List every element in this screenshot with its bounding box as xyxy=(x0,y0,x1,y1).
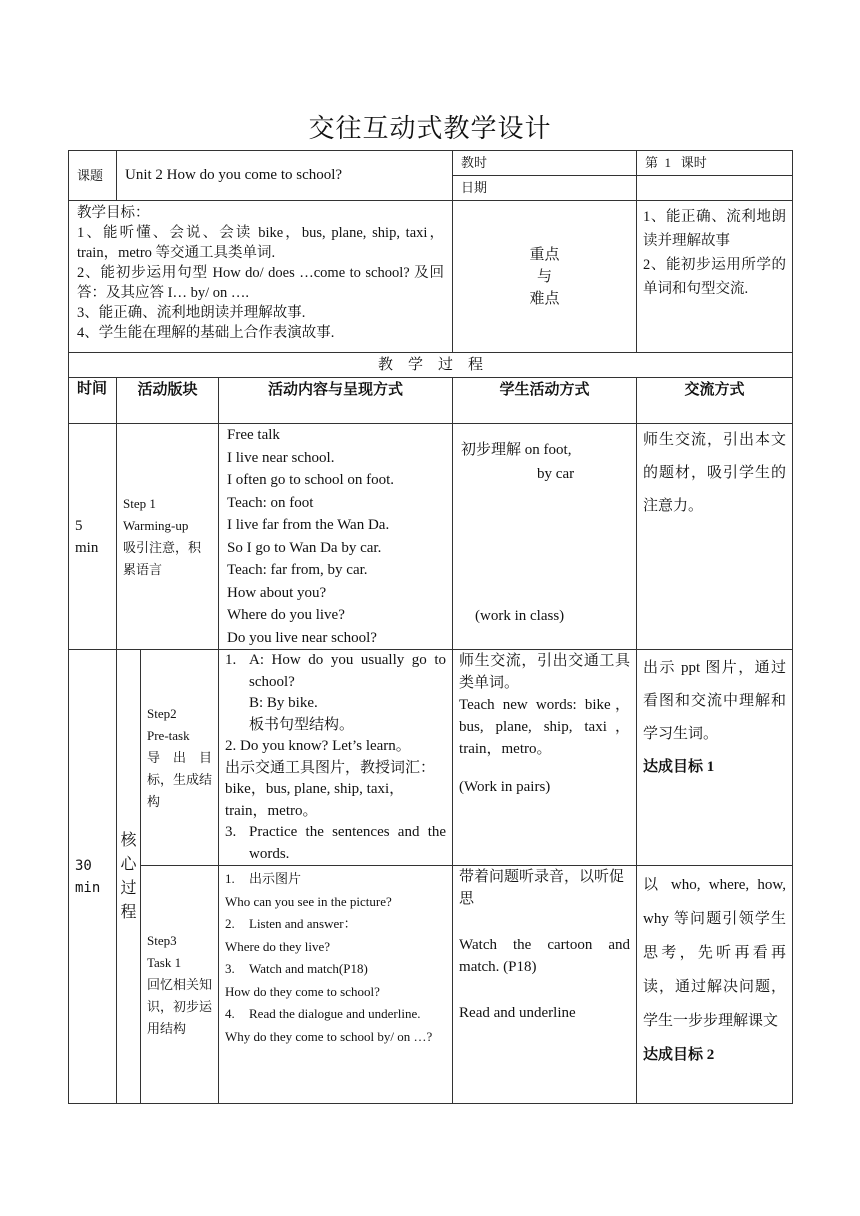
key-point-2: 2、能初步运用所学的单词和句型交流. xyxy=(643,257,787,297)
col-time: 时间 xyxy=(69,378,117,424)
objectives-cell xyxy=(69,201,453,353)
col-student: 学生活动方式 xyxy=(453,378,637,424)
topic-value: Unit 2 How do you come to school? xyxy=(117,151,453,201)
row2-block xyxy=(141,650,219,866)
core-label-char: 程 xyxy=(120,903,137,921)
row1-step: Step 1 xyxy=(123,495,156,511)
objective-2: 2、能初步运用句型 How do/ does …come to school? 及回答：及其应答 I… by/ on …. xyxy=(77,265,445,301)
content-item: Practice the sentences and the words. xyxy=(249,824,447,862)
content-line: Do you live near school? xyxy=(227,629,377,646)
core-label-char: 心 xyxy=(120,855,137,873)
content-line: I live far from the Wan Da. xyxy=(227,517,390,533)
row3-exchange-text: 以 who, where, how, why 等问题引领学生思考，先听再看再读，通过解决问题，学生一步步理解课文 xyxy=(643,877,787,1029)
key-label-1: 重点 xyxy=(529,246,560,263)
core-process-label xyxy=(117,650,141,1104)
row1-exchange: 师生交流，引出本文的题材，吸引学生的注意力。 xyxy=(637,424,793,650)
content-item: 出示交通工具图片，教授词汇：bike，bus, plane, ship, taxi，train，metro。 xyxy=(225,759,436,819)
row1-time-value: 5 xyxy=(75,517,83,534)
row3-block xyxy=(141,866,219,1104)
content-item: How do they come to school? xyxy=(225,983,380,999)
content-line: Where do you live? xyxy=(227,607,345,623)
row2-step: Step2 xyxy=(147,705,177,721)
content-item: Watch and match(P18) xyxy=(249,961,368,976)
key-label-3: 难点 xyxy=(529,290,560,307)
objective-1: 1、能听懂、会说、会读 bike，bus, plane, ship, taxi，train，metro 等交通工具类单词. xyxy=(77,225,445,261)
row3-student xyxy=(453,866,637,1104)
row1-time xyxy=(69,424,117,650)
content-line: How about you? xyxy=(227,584,327,601)
page-title: 交往互动式教学设计 xyxy=(308,114,552,144)
content-line: I live near school. xyxy=(227,449,335,466)
row3-student-line: Watch the cartoon and match. (P18) xyxy=(459,937,631,975)
content-item: Who can you see in the picture? xyxy=(225,893,392,909)
row2-step-goal: 导 出 目 标，生成结构 xyxy=(147,749,213,809)
row2-student-mode: (Work in pairs) xyxy=(459,779,551,795)
key-points-label xyxy=(453,201,637,353)
row3-step-goal: 回忆相关知识，初步运用结构 xyxy=(147,976,213,1036)
row2-time xyxy=(69,650,117,1104)
row1-student xyxy=(453,424,637,650)
content-item: 板书句型结构。 xyxy=(249,716,355,733)
row2-exchange-text: 出示 ppt 图片，通过看图和交流中理解和学习生词。 xyxy=(643,660,787,742)
date-value xyxy=(637,176,793,201)
content-line: So I go to Wan Da by car. xyxy=(227,539,382,556)
row2-goal: 达成目标 1 xyxy=(643,759,715,775)
key-points-text xyxy=(637,201,793,353)
content-item: Listen and answer： xyxy=(249,916,357,931)
row1-step-goal: 吸引注意，积累语言 xyxy=(123,539,202,577)
objectives-heading: 教学目标： xyxy=(77,205,150,221)
content-line: Teach: far from, by car. xyxy=(227,562,368,578)
row2-time-value: 30 xyxy=(75,857,92,874)
row1-student-line: 初步理解 on foot, xyxy=(461,442,572,458)
row2-time-unit: min xyxy=(75,879,101,896)
row2-student-line: 师生交流，引出交通工具类单词。 xyxy=(459,653,631,691)
content-line: Teach: on foot xyxy=(227,494,314,511)
content-item: Read the dialogue and underline. xyxy=(249,1006,421,1021)
date-label: 日期 xyxy=(453,176,637,201)
row1-student-line: by car xyxy=(537,466,575,482)
row2-student xyxy=(453,650,637,866)
key-label-2: 与 xyxy=(537,268,553,285)
col-block: 活动版块 xyxy=(117,378,219,424)
row1-block xyxy=(117,424,219,650)
row3-student-line: Read and underline xyxy=(459,1005,576,1021)
row3-step: Step3 xyxy=(147,932,177,948)
row1-time-unit: min xyxy=(75,539,99,556)
topic-label: 课题 xyxy=(69,151,117,201)
content-line: Free talk xyxy=(227,427,280,443)
key-point-1: 1、能正确、流利地朗读并理解故事 xyxy=(643,209,787,249)
row2-exchange xyxy=(637,650,793,866)
row1-step-name: Warming-up xyxy=(123,517,189,533)
col-exchange: 交流方式 xyxy=(637,378,793,424)
period-value: 第 1 课时 xyxy=(637,151,793,176)
row3-step-name: Task 1 xyxy=(147,954,182,970)
lesson-plan-table xyxy=(68,150,793,1104)
row3-exchange xyxy=(637,866,793,1104)
core-label-char: 核 xyxy=(120,831,137,849)
core-label-char: 过 xyxy=(120,879,137,897)
row2-content: 1. A: How do you usually go to school? B: By bike. 板书句型结构。 2. Do you know? Let’s learn。 出示交通工具图片，教授词汇：bike，bus, plane, ship, taxi，train，metro。 3. Practice the sentences and the words. xyxy=(219,650,453,866)
row1-student-mode: (work in class) xyxy=(475,608,565,624)
content-item: Where do they live? xyxy=(225,938,331,954)
row3-content: 1. 出示图片 Who can you see in the picture? 2. Listen and answer： Where do they live? 3. Watch and match(P18) How do they come to school? 4. Read the dialogue and underline. Why do they come to school by/ on …? xyxy=(219,866,453,1104)
objective-3: 3、能正确、流利地朗读并理解故事. xyxy=(77,305,306,321)
process-label: 教 学 过 程 xyxy=(69,353,793,378)
content-item: Why do they come to school by/ on …? xyxy=(225,1028,433,1044)
content-item: A: How do you usually go to school? xyxy=(249,652,447,690)
row2-student-line: Teach new words: bike，bus, plane, ship, taxi，train，metro。 xyxy=(459,697,631,757)
row2-step-name: Pre-task xyxy=(147,727,190,743)
period-label: 教时 xyxy=(453,151,637,176)
col-content: 活动内容与呈现方式 xyxy=(219,378,453,424)
objective-4: 4、学生能在理解的基础上合作表演故事. xyxy=(77,325,335,341)
row3-goal: 达成目标 2 xyxy=(643,1047,715,1063)
content-line: I often go to school on foot. xyxy=(227,472,395,488)
content-item: 出示图片 xyxy=(249,871,302,886)
row1-content xyxy=(219,424,453,650)
content-item: 2. Do you know? Let’s learn。 xyxy=(225,738,411,754)
row3-student-line: 带着问题听录音，以听促思 xyxy=(459,869,625,907)
content-item: B: By bike. xyxy=(249,695,318,711)
